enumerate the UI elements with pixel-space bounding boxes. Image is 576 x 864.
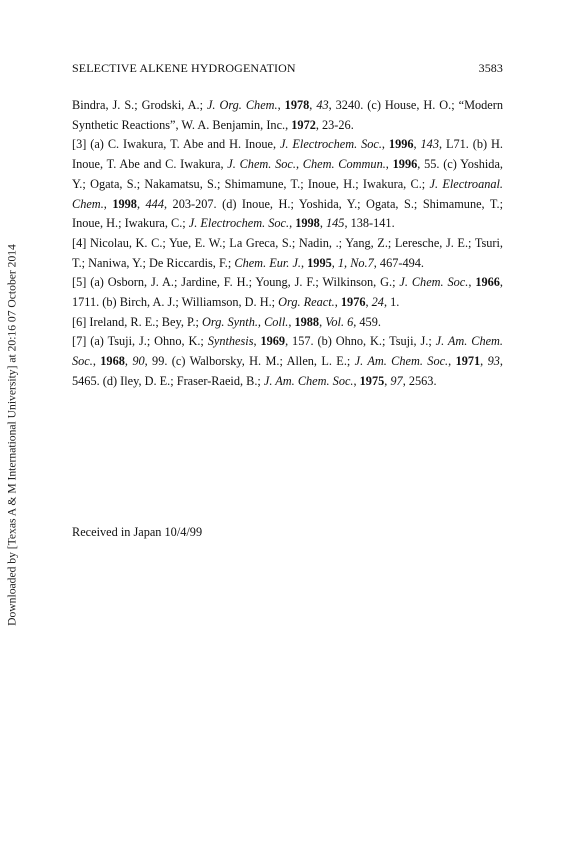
citation-italic: 444 <box>145 196 164 211</box>
citation-italic: J. Am. Chem. Soc. <box>263 373 354 388</box>
citation-text: , 3240. (c) House, H. O.; “Modern Synthetic Reactions”, W. A. Benjamin, Inc., <box>72 98 503 132</box>
citation-italic: J. Am. Chem. Soc. <box>72 334 503 369</box>
citation-text: , <box>480 354 488 369</box>
citation-year: 1976 <box>340 295 366 310</box>
citation-text: , <box>331 255 338 270</box>
citation-italic: J. Electrochem. Soc. <box>188 216 290 231</box>
citation-text: [3] (a) C. Iwakura, T. Abe and H. Inoue, <box>72 137 280 152</box>
citation-year: 1972 <box>291 117 316 132</box>
citation-year: 1971 <box>455 354 481 369</box>
citation-text: [7] (a) Tsuji, J.; Ohno, K.; <box>72 334 208 349</box>
citation-year: 1969 <box>260 334 286 349</box>
citation-year: 1995 <box>307 255 332 270</box>
citation-italic: 90 <box>132 354 145 369</box>
citation-year: 1988 <box>294 314 320 329</box>
reference-item-2-continued <box>72 96 503 135</box>
citation-italic: Org. React. <box>278 295 335 310</box>
citation-text: , <box>124 354 133 369</box>
citation-italic: J. Chem. Soc., Chem. Commun. <box>227 157 386 172</box>
page-number: 3583 <box>478 61 503 75</box>
citation-text: , <box>103 196 113 211</box>
citation-text: , <box>289 216 296 231</box>
citation-text: , <box>468 275 476 290</box>
reference-item-4 <box>72 234 503 273</box>
reference-list <box>72 96 503 392</box>
citation-text: , <box>92 354 101 369</box>
citation-text: , <box>300 255 308 270</box>
citation-year: 1978 <box>284 98 310 112</box>
received-date: Received in Japan 10/4/99 <box>72 525 203 539</box>
citation-text: , <box>365 295 372 310</box>
citation-italic: 43 <box>316 98 329 112</box>
citation-italic: J. Am. Chem. Soc. <box>354 354 449 369</box>
citation-text: , <box>384 373 391 388</box>
citation-text: Bindra, J. S.; Grodski, A.; <box>72 98 207 112</box>
citation-year: 1975 <box>359 373 385 388</box>
citation-text: , 138-141. <box>344 216 395 231</box>
citation-text: , <box>277 98 285 112</box>
citation-italic: Vol. 6 <box>325 314 354 329</box>
citation-italic: 93 <box>487 354 500 369</box>
reference-item-6 <box>72 313 503 333</box>
citation-text: , <box>448 354 456 369</box>
citation-text: , <box>319 314 326 329</box>
citation-text: [4] Nicolau, K. C.; Yue, E. W.; La Greca, S.; Nadin, .; Yang, Z.; Leresche, J. E.; Tsuri, T.; Naniwa, Y.; De Riccardis, F.; <box>72 235 503 270</box>
citation-italic: Org. Synth., Coll. <box>202 314 289 329</box>
reference-item-5 <box>72 273 503 312</box>
download-watermark-text: Downloaded by [Texas A & M International University] at 20:16 07 October 2014 <box>5 244 19 626</box>
citation-text: [5] (a) Osborn, J. A.; Jardine, F. H.; Young, J. F.; Wilkinson, G.; <box>72 275 400 290</box>
citation-year: 1968 <box>100 354 125 369</box>
citation-text: , 467-494. <box>373 255 424 270</box>
citation-italic: 24 <box>371 295 384 310</box>
citation-italic: 97 <box>390 373 403 388</box>
citation-text: , <box>381 137 389 152</box>
citation-italic: 145 <box>325 216 345 231</box>
citation-year: 1998 <box>112 196 137 211</box>
reference-item-7 <box>72 332 503 391</box>
citation-text: , 157. (b) Ohno, K.; Tsuji, J.; <box>285 334 436 349</box>
citation-text: , 459. <box>353 314 381 329</box>
citation-text: , 2563. <box>402 373 437 388</box>
citation-text: , 99. (c) Walborsky, H. M.; Allen, L. E.; <box>144 354 355 369</box>
citation-text: , 5465. (d) Iley, D. E.; Fraser-Raeid, B.; <box>72 354 503 388</box>
citation-italic: J. Electrochem. Soc. <box>279 137 382 152</box>
running-title: SELECTIVE ALKENE HYDROGENATION <box>72 61 296 75</box>
citation-italic: J. Electroanal. Chem. <box>72 176 503 211</box>
citation-year: 1966 <box>475 275 500 290</box>
citation-italic: J. Chem. Soc. <box>399 275 469 290</box>
citation-text: , <box>353 373 360 388</box>
citation-text: , <box>253 334 261 349</box>
citation-italic: 143 <box>420 137 439 152</box>
citation-text: , <box>334 295 341 310</box>
citation-text: , <box>136 196 146 211</box>
running-header <box>72 61 503 76</box>
citation-text: , L71. (b) H. Inoue, T. Abe and C. Iwakura, <box>72 137 503 172</box>
citation-italic: Chem. Eur. J. <box>234 255 301 270</box>
citation-text: , 23-26. <box>315 117 354 132</box>
citation-year: 1998 <box>295 216 320 231</box>
citation-text: , 55. (c) Yoshida, Y.; Ogata, S.; Nakamatsu, S.; Shimamune, T.; Inoue, H.; Iwakura, C.; <box>72 157 503 191</box>
citation-year: 1996 <box>392 157 418 172</box>
citation-text: , 203-207. (d) Inoue, H.; Yoshida, Y.; Ogata, S.; Shimamune, T.; Inoue, H.; Iwakura, C.; <box>72 196 503 231</box>
citation-text: , <box>288 314 295 329</box>
citation-text: [6] Ireland, R. E.; Bey, P.; <box>72 314 203 329</box>
citation-italic: Synthesis <box>207 334 254 349</box>
citation-text: , 1. <box>383 295 400 310</box>
citation-italic: 1, No.7 <box>337 255 374 270</box>
citation-text: , <box>385 157 393 172</box>
citation-text: , <box>309 98 317 112</box>
citation-italic: J. Org. Chem. <box>206 98 278 112</box>
citation-year: 1996 <box>388 137 414 152</box>
citation-text: , 1711. (b) Birch, A. J.; Williamson, D. H.; <box>72 275 503 310</box>
citation-text: , <box>413 137 421 152</box>
download-watermark <box>4 210 20 660</box>
reference-item-3 <box>72 135 503 234</box>
citation-text: , <box>319 216 326 231</box>
